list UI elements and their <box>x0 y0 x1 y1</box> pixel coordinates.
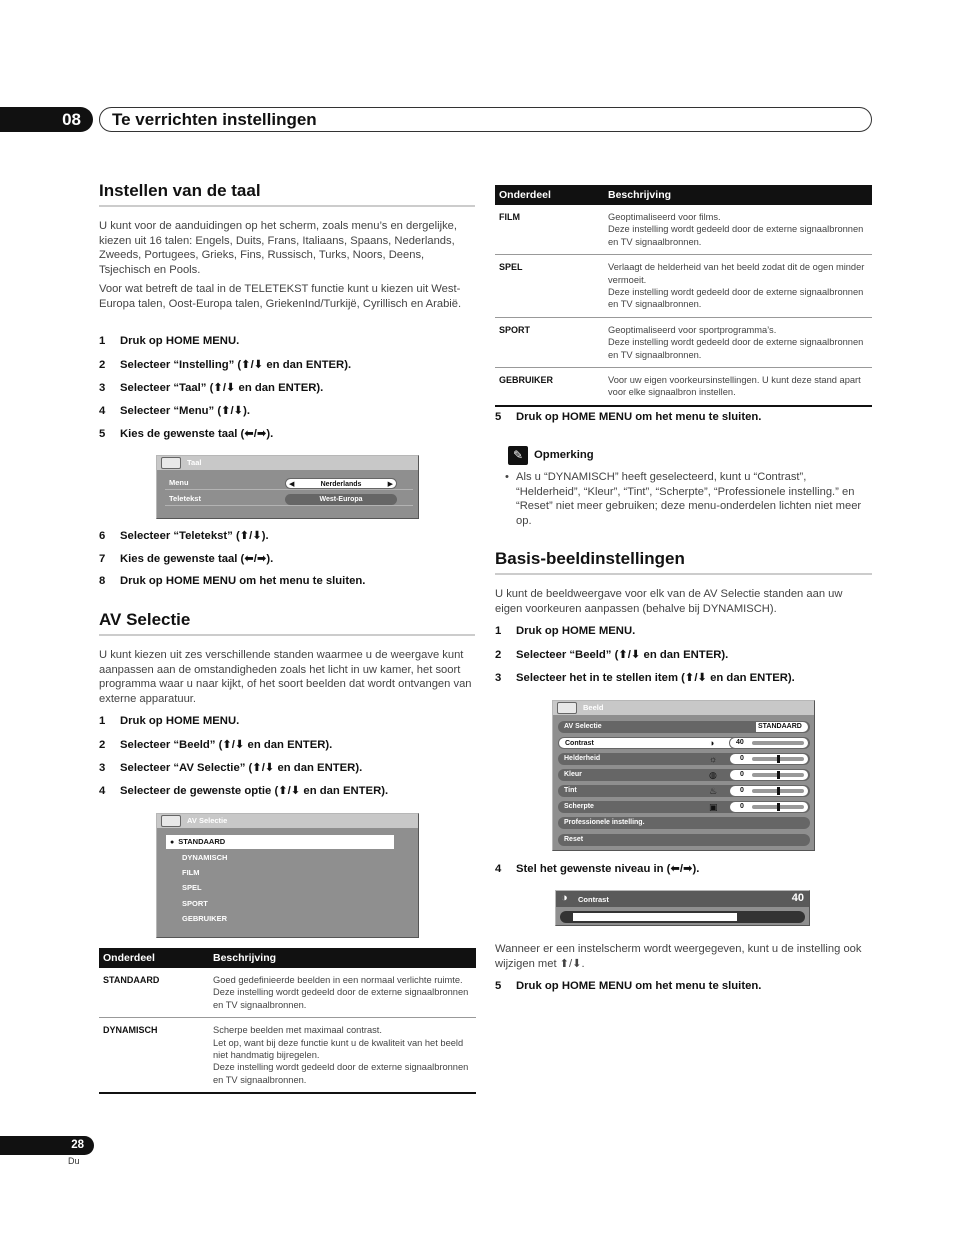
beeld-tip-text: Wanneer er een instelscherm wordt weergegeven, kunt u de instelling ook wijzigen met ⬆/⬇. <box>495 943 862 970</box>
kleur-slider[interactable]: 0 <box>729 769 809 781</box>
beeld-intro: U kunt de beeldweergave voor elk van de AV Selectie standen aan uw eigen voorkeuren aanpassen (behalve bij DYNAMISCH). <box>495 588 843 615</box>
page-number: 28 <box>0 1136 94 1155</box>
beeld-screen <box>552 700 815 851</box>
taal-step-3: 3 Selecteer “Taal” (⬆/⬇ en dan ENTER). <box>99 382 324 394</box>
table-row: STANDAARD Goed gedefinieerde beelden in een normaal verlichte ruimte. Deze instelling wordt gedeeld door de externe signaalbronnen en TV signaalbronnen. <box>99 968 476 1018</box>
table-row: SPEL Verlaagt de helderheid van het beeld zodat dit de ogen minder vermoeit. Deze instelling wordt gedeeld door de externe signaalbronnen en TV signaalbronnen. <box>495 255 872 318</box>
taal-screen-title: Taal <box>157 456 418 470</box>
table-header-onderdeel: Onderdeel <box>99 948 209 968</box>
contrast-adjust-header <box>556 891 809 907</box>
beeld-step-5: 5 Druk op HOME MENU om het menu te sluiten. <box>495 980 762 992</box>
contrast-slider[interactable]: 40 <box>729 737 809 749</box>
contrast-slider-fill <box>752 741 804 745</box>
beeld-step-2: 2 Selecteer “Beeld” (⬆/⬇ en dan ENTER). <box>495 649 729 661</box>
contrast-icon: ◑ <box>709 738 715 748</box>
contrast-adjust-fill <box>573 913 737 921</box>
beeld-tint-row[interactable]: Tint <box>558 785 810 797</box>
taal-step-4: 4 Selecteer “Menu” (⬆/⬇). <box>99 405 251 417</box>
av-step-2: 2 Selecteer “Beeld” (⬆/⬇ en dan ENTER). <box>99 739 333 751</box>
table-row: GEBRUIKER Voor uw eigen voorkeursinstellingen. U kunt deze stand apart voor elke signaalbron instellen. <box>495 368 872 406</box>
taal-step-8: 8 Druk op HOME MENU om het menu te sluiten. <box>99 575 366 587</box>
taal-step-2: 2 Selecteer “Instelling” (⬆/⬇ en dan ENTER). <box>99 359 352 371</box>
beeld-step-1: 1 Druk op HOME MENU. <box>495 625 636 637</box>
beeld-contrast-row[interactable]: Contrast <box>558 737 810 749</box>
chapter-title: Te verrichten instellingen <box>99 107 872 132</box>
menu-tab-icon <box>557 702 577 714</box>
section-heading-beeld: Basis-beeldinstellingen <box>495 549 872 575</box>
table-row: DYNAMISCH Scherpe beelden met maximaal contrast. Let op, want bij deze functie kunt u de kwaliteit van het beeld niet handmatig bijregelen. Deze instelling wordt gedeeld door de externe signaalbronnen en TV signaalbronnen. <box>99 1018 476 1094</box>
av-options-table <box>99 948 476 1094</box>
chapter-number: 08 <box>0 107 93 132</box>
beeld-step-3: 3 Selecteer het in te stellen item (⬆/⬇ en dan ENTER). <box>495 672 795 684</box>
taal-teletekst-value[interactable]: West-Europa <box>285 494 397 505</box>
av-option-gebruiker[interactable]: GEBRUIKER <box>182 914 228 923</box>
av-option-dynamisch[interactable]: DYNAMISCH <box>182 853 228 862</box>
note-text: Als u “DYNAMISCH” heeft geselecteerd, kunt u “Contrast”, “Helderheid”, “Kleur”, “Tint”, “Scherpte”, “Professionele instelling.” en “Reset” niet meer gebruiken; deze menu-onderdelen lichten niet meer op. <box>516 471 862 527</box>
av-option-sport[interactable]: SPORT <box>182 899 208 908</box>
taal-intro: U kunt voor de aanduidingen op het scherm, zoals menu’s en dergelijke, kiezen uit 16 talen: Engels, Duits, Frans, Italiaans, Spaans, Nederlands, Zweeds, Portugees, Grieks, Fins, Russisch, Turks, Noors, Deens, Tsjechisch en Pools. <box>99 220 458 276</box>
beeld-scherpte-row[interactable]: Scherpte <box>558 801 810 813</box>
note-bullet: • <box>505 471 509 483</box>
selected-bullet-icon: ● <box>170 839 175 846</box>
contrast-adjust-track[interactable] <box>560 911 805 923</box>
table-row: FILM Geoptimaliseerd voor films. Deze instelling wordt gedeeld door de externe signaalbronnen en TV signaalbronnen. <box>495 205 872 255</box>
av-step-3: 3 Selecteer “AV Selectie” (⬆/⬇ en dan ENTER). <box>99 762 363 774</box>
note-heading: Opmerking <box>534 449 594 461</box>
taal-step-1: 1 Druk op HOME MENU. <box>99 335 240 347</box>
taal-step-5: 5 Kies de gewenste taal (⬅/➡). <box>99 428 274 440</box>
kleur-slider-knob <box>777 771 780 779</box>
contrast-icon: ◑ <box>561 892 568 904</box>
color-icon: ◍ <box>709 770 717 780</box>
sharpness-icon: ▣ <box>709 802 718 812</box>
beeld-av-selectie-row[interactable]: AV Selectie <box>558 721 810 733</box>
taal-step-7: 7 Kies de gewenste taal (⬅/➡). <box>99 553 274 565</box>
taal-teletekst-text: Voor wat betreft de taal in de TELETEKST functie kunt u kiezen uit West-Europa talen, Oost-Europa talen, GriekenInd/Turkijë, Cyrillisch en Arabië. <box>99 283 462 310</box>
arrow-right-icon: ▶ <box>387 481 393 488</box>
taal-menu-value[interactable]: ◀ Nerderlands ▶ <box>285 478 397 489</box>
av-step-4: 4 Selecteer de gewenste optie (⬆/⬇ en dan ENTER). <box>99 785 389 797</box>
menu-tab-icon <box>161 457 181 469</box>
beeld-kleur-row[interactable]: Kleur <box>558 769 810 781</box>
taal-screen <box>156 455 419 519</box>
tint-slider-knob <box>777 787 780 795</box>
contrast-adjust-screen <box>555 890 810 926</box>
av-option-standaard[interactable]: ● STANDAARD <box>166 835 394 849</box>
table-header-onderdeel: Onderdeel <box>495 185 604 205</box>
table-header-beschrijving: Beschrijving <box>209 948 476 968</box>
contrast-adjust-label: Contrast <box>578 895 609 904</box>
beeld-step-4: 4 Stel het gewenste niveau in (⬅/➡). <box>495 863 700 875</box>
arrow-left-icon: ◀ <box>289 481 295 488</box>
page-language: Du <box>68 1156 80 1166</box>
taal-menu-row[interactable]: Menu <box>165 476 413 490</box>
beeld-screen-title: Beeld <box>553 701 814 715</box>
note-pencil-icon: ✎ <box>508 446 528 465</box>
table-header-beschrijving: Beschrijving <box>604 185 872 205</box>
beeld-av-selectie-value: STANDAARD <box>755 721 809 733</box>
beeld-helderheid-row[interactable]: Helderheid <box>558 753 810 765</box>
av-intro: U kunt kiezen uit zes verschillende standen waarmee u de weergave kunt aanpassen aan de omstandigheden zoals het licht in uw kamer, het soort programma waar u naar kijkt, of het soort beelden dat wordt ontvangen van externe apparatuur. <box>99 649 472 705</box>
contrast-adjust-value: 40 <box>791 892 804 904</box>
tint-slider[interactable]: 0 <box>729 785 809 797</box>
scherpte-slider[interactable]: 0 <box>729 801 809 813</box>
taal-step-6: 6 Selecteer “Teletekst” (⬆/⬇). <box>99 530 269 542</box>
section-heading-av: AV Selectie <box>99 610 475 636</box>
menu-tab-icon <box>161 815 181 827</box>
av-options-table-continued <box>495 185 872 407</box>
section-heading-taal: Instellen van de taal <box>99 181 475 207</box>
helderheid-slider[interactable]: 0 <box>729 753 809 765</box>
av-screen <box>156 813 419 938</box>
av-option-spel[interactable]: SPEL <box>182 883 202 892</box>
tint-icon: ♨ <box>709 786 718 796</box>
av-step-1: 1 Druk op HOME MENU. <box>99 715 240 727</box>
table-row: SPORT Geoptimaliseerd voor sportprogramma’s. Deze instelling wordt gedeeld door de externe signaalbronnen en TV signaalbronnen. <box>495 317 872 367</box>
taal-teletekst-row[interactable]: Teletekst <box>165 492 413 506</box>
helderheid-slider-knob <box>777 755 780 763</box>
av-step-5: 5 Druk op HOME MENU om het menu te sluiten. <box>495 411 762 423</box>
scherpte-slider-knob <box>777 803 780 811</box>
av-screen-title: AV Selectie <box>157 814 418 828</box>
beeld-reset-row[interactable]: Reset <box>558 834 810 846</box>
av-option-film[interactable]: FILM <box>182 868 200 877</box>
brightness-icon: ☼ <box>709 754 718 764</box>
beeld-professionele-row[interactable]: Professionele instelling. <box>558 817 810 829</box>
